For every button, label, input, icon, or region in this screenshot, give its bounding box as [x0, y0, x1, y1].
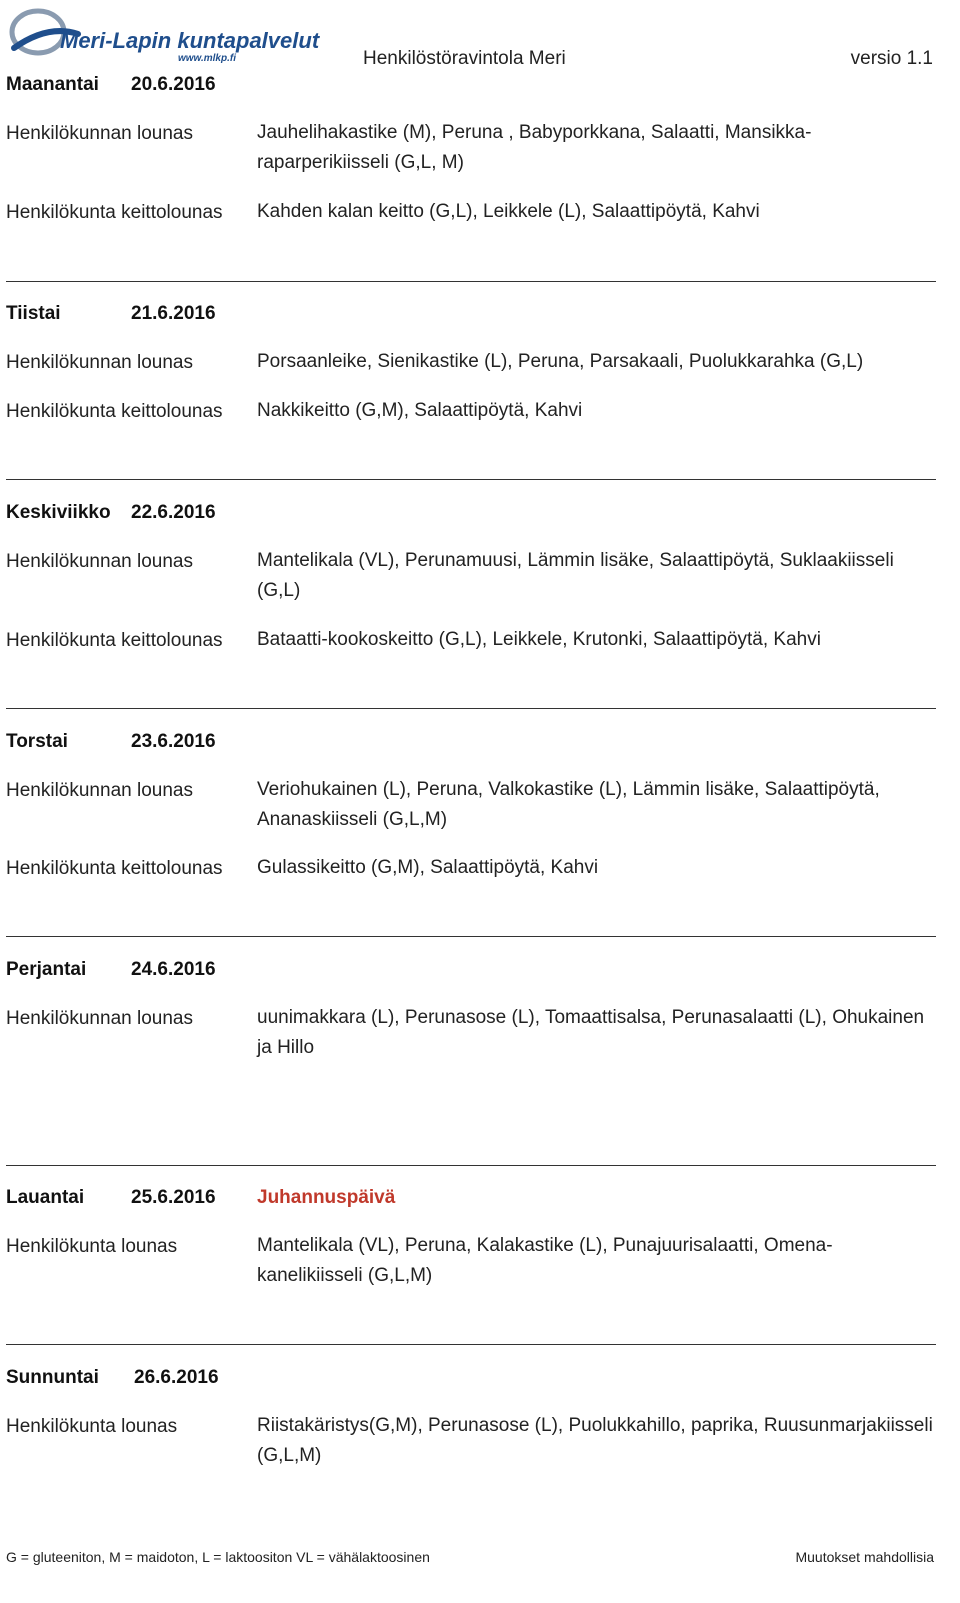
meal-label: Henkilökunta keittolounas	[6, 630, 223, 651]
day-name: Sunnuntai	[6, 1367, 99, 1388]
meal-label: Henkilökunta keittolounas	[6, 858, 223, 879]
restaurant-title: Henkilöstöravintola Meri	[363, 48, 566, 69]
meal-text: Jauhelihakastike (M), Peruna , Babyporkkana, Salaatti, Mansikka-raparperikiisseli (G,L, M)	[257, 122, 812, 173]
meal-label: Henkilökunnan lounas	[6, 551, 193, 572]
logo-swoosh-icon	[8, 4, 320, 66]
meal-label: Henkilökunnan lounas	[6, 780, 193, 801]
day-date: 26.6.2016	[134, 1367, 219, 1388]
meal-text: Porsaanleike, Sienikastike (L), Peruna, Parsakaali, Puolukkarahka (G,L)	[257, 351, 864, 372]
day-name: Perjantai	[6, 959, 87, 980]
day-name: Keskiviikko	[6, 502, 111, 523]
company-logo	[8, 4, 320, 66]
day-separator	[6, 281, 936, 282]
day-date: 21.6.2016	[131, 303, 216, 324]
day-header-friday	[6, 959, 216, 981]
day-name: Maanantai	[6, 74, 99, 95]
day-name: Tiistai	[6, 303, 61, 324]
day-separator	[6, 936, 936, 937]
day-name: Torstai	[6, 731, 68, 752]
holiday-label: Juhannuspäivä	[257, 1187, 396, 1208]
day-separator	[6, 1165, 936, 1166]
meal-label: Henkilökunta lounas	[6, 1236, 178, 1257]
meal-label: Henkilökunta lounas	[6, 1416, 178, 1437]
day-header-wednesday	[6, 502, 216, 524]
changes-note: Muutokset mahdollisia	[795, 1549, 934, 1565]
day-header-monday	[6, 74, 216, 96]
day-header-saturday	[6, 1187, 216, 1209]
day-name: Lauantai	[6, 1187, 85, 1208]
diet-legend: G = gluteeniton, M = maidoton, L = laktoositon VL = vähälaktoosinen	[6, 1549, 430, 1565]
meal-text: Kahden kalan keitto (G,L), Leikkele (L), Salaattipöytä, Kahvi	[257, 201, 760, 222]
day-separator	[6, 479, 936, 480]
day-date: 22.6.2016	[131, 502, 216, 523]
meal-text: Veriohukainen (L), Peruna, Valkokastike (L), Lämmin lisäke, Salaattipöytä, Ananaskiisseli (G,L,M)	[257, 779, 880, 830]
meal-text: Gulassikeitto (G,M), Salaattipöytä, Kahvi	[257, 857, 599, 878]
meal-label: Henkilökunta keittolounas	[6, 401, 223, 422]
meal-label: Henkilökunta keittolounas	[6, 202, 223, 223]
meal-label: Henkilökunnan lounas	[6, 1008, 193, 1029]
version-label: versio 1.1	[850, 48, 933, 69]
meal-label: Henkilökunnan lounas	[6, 123, 193, 144]
meal-text: Mantelikala (VL), Peruna, Kalakastike (L), Punajuurisalaatti, Omena-kanelikiisseli (G,L,M)	[257, 1235, 833, 1286]
meal-text: uunimakkara (L), Perunasose (L), Tomaattisalsa, Perunasalaatti (L), Ohukainen ja Hillo	[257, 1007, 925, 1058]
day-header-thursday	[6, 731, 216, 753]
day-date: 20.6.2016	[131, 74, 216, 95]
day-date: 24.6.2016	[131, 959, 216, 980]
day-separator	[6, 708, 936, 709]
logo-text: Meri-Lapin kuntapalvelut	[60, 28, 320, 53]
meal-text: Riistakäristys(G,M), Perunasose (L), Puolukkahillo, paprika, Ruusunmarjakiisseli (G,L,M)	[257, 1415, 933, 1466]
day-header-sunday	[6, 1367, 219, 1389]
meal-text: Mantelikala (VL), Perunamuusi, Lämmin lisäke, Salaattipöytä, Suklaakiisseli (G,L)	[257, 550, 894, 601]
day-separator	[6, 1344, 936, 1345]
day-header-tuesday	[6, 303, 216, 325]
day-date: 25.6.2016	[131, 1187, 216, 1208]
meal-text: Bataatti-kookoskeitto (G,L), Leikkele, Krutonki, Salaattipöytä, Kahvi	[257, 629, 821, 650]
meal-label: Henkilökunnan lounas	[6, 352, 193, 373]
day-date: 23.6.2016	[131, 731, 216, 752]
logo-url: www.mlkp.fi	[178, 53, 236, 64]
meal-text: Nakkikeitto (G,M), Salaattipöytä, Kahvi	[257, 400, 583, 421]
